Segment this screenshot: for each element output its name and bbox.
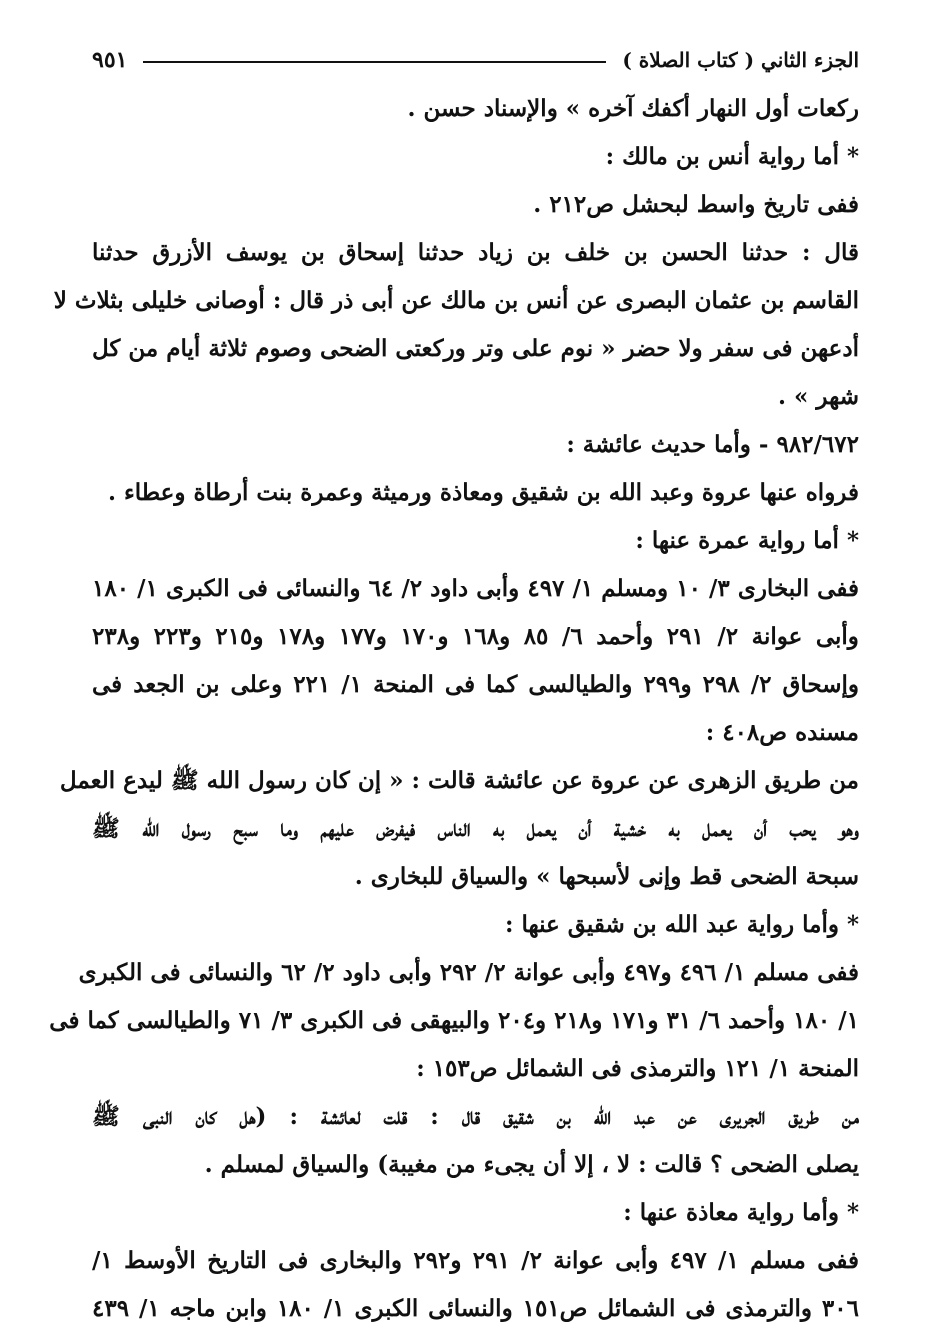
section-heading: * أما رواية عمرة عنها :	[635, 527, 859, 554]
page-header	[92, 40, 859, 80]
text-line: ففى مسلم ١/ ٤٩٦ و٤٩٧ وأبى عوانة ٢/ ٢٩٢ وأبى داود ٢/ ٦٢ والنسائى فى الكبرى	[78, 959, 859, 986]
text-line: ١/ ١٨٠ وأحمد ٦/ ٣١ و١٧١ و٢١٨ و٢٠٤ والبيهقى فى الكبرى ٣/ ٧١ والطيالسى كما فى	[49, 1007, 859, 1034]
text-line: قال : حدثنا الحسن بن خلف بن زياد حدثنا إسحاق بن يوسف الأزرق حدثنا	[92, 239, 859, 266]
text-line: القاسم بن عثمان البصرى عن أنس بن مالك عن أبى ذر قال : أوصانى خليلى بثلاث لا	[53, 287, 859, 314]
text-line: شهر » .	[778, 383, 859, 410]
running-title: الجزء الثاني ( كتاب الصلاة )	[622, 48, 859, 72]
text-line: أدعهن فى سفر ولا حضر « نوم على وتر وركعتى الضحى وصوم ثلاثة أيام من كل	[92, 335, 859, 362]
header-rule	[143, 61, 606, 63]
section-heading: * وأما رواية معاذة عنها :	[623, 1199, 859, 1226]
text-line: من طريق الجريرى عن عبد الله بن شقيق قال : قلت لعائشة : (هل كان النبى ﷺ	[92, 1103, 859, 1130]
body-text	[49, 86, 859, 1334]
text-line: ففى البخارى ٣/ ١٠ ومسلم ١/ ٤٩٧ وأبى داود ٢/ ٦٤ والنسائى فى الكبرى ١/ ١٨٠	[92, 575, 859, 602]
section-heading: * وأما رواية عبد الله بن شقيق عنها :	[504, 911, 859, 938]
text-line: وأبى عوانة ٢/ ٢٩١ وأحمد ٦/ ٨٥ و١٦٨ و١٧٠ و١٧٧ و١٧٨ و٢١٥ و٢٢٣ و٢٣٨	[92, 623, 859, 650]
text-line: ركعات أول النهار أكفك آخره » والإسناد حسن .	[407, 95, 859, 122]
text-line: مسنده ص٤٠٨ :	[705, 719, 859, 746]
text-line: ففى تاريخ واسط لبحشل ص٢١٢ .	[533, 191, 859, 218]
text-line: ففى مسلم ١/ ٤٩٧ وأبى عوانة ٢/ ٢٩١ و٢٩٢ والبخارى فى التاريخ الأوسط ١/	[92, 1247, 859, 1274]
text-line: من طريق الزهرى عن عروة عن عائشة قالت : « إن كان رسول الله ﷺ ليدع العمل	[59, 767, 859, 794]
section-heading: * أما رواية أنس بن مالك :	[605, 143, 859, 170]
page-number: ٩٥١	[92, 47, 128, 73]
text-line: وهو يحب أن يعمل به خشية أن يعمل به الناس فيفرض عليهم وما سبح رسول الله ﷺ	[92, 815, 859, 842]
text-line: ٣٠٦ والترمذى فى الشمائل ص١٥١ والنسائى الكبرى ١/ ١٨٠ وابن ماجه ١/ ٤٣٩	[92, 1295, 859, 1322]
section-heading: ٩٨٢/٦٧٢ - وأما حديث عائشة :	[566, 431, 859, 458]
text-line: وإسحاق ٢/ ٢٩٨ و٢٩٩ والطيالسى كما فى المنحة ١/ ٢٢١ وعلى بن الجعد فى	[92, 671, 859, 698]
text-line: المنحة ١/ ١٢١ والترمذى فى الشمائل ص١٥٣ :	[416, 1055, 859, 1082]
text-line: يصلى الضحى ؟ قالت : لا ، إلا أن يجىء من مغيبة) والسياق لمسلم .	[204, 1151, 859, 1178]
text-line: فرواه عنها عروة وعبد الله بن شقيق ومعاذة ورميثة وعمرة بنت أرطاة وعطاء .	[107, 479, 859, 506]
text-line: سبحة الضحى قط وإنى لأسبحها » والسياق للبخارى .	[354, 863, 859, 890]
